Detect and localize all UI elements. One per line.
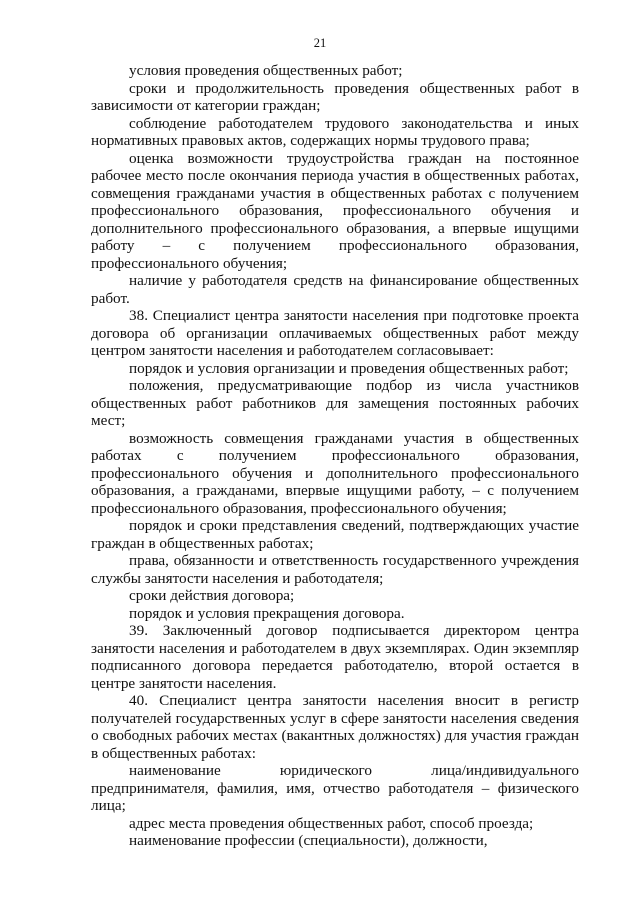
paragraph: наименование профессии (специальности), должности, xyxy=(129,832,488,849)
clause-40: 40. Специалист центра занятости населения вносит в регистр получателей государственных услуг в сфере занятости населения сведения о свободных рабочих местах (вакантных должностях) для участия граждан в общественных работах: xyxy=(91,692,579,762)
paragraph: сроки и продолжительность проведения общественных работ в зависимости от категории граждан; xyxy=(91,79,579,114)
paragraph: наличие у работодателя средств на финансирование общественных работ. xyxy=(91,272,579,307)
paragraph: порядок и условия прекращения договора. xyxy=(129,604,405,622)
document-body xyxy=(91,62,579,850)
paragraph: положения, предусматривающие подбор из числа участников общественных работ работников для замещения постоянных рабочих мест; xyxy=(91,377,579,429)
paragraph: права, обязанности и ответственность государственного учреждения службы занятости населения и работодателя; xyxy=(91,552,579,587)
paragraph: возможность совмещения гражданами участия в общественных работах с получением профессионального образования, профессионального обучения и дополнительного профессионального образования, а гражданами, впервые ищущими работу, – с получением профессионального образования, профессионального обучения; xyxy=(91,429,579,517)
clause-39: 39. Заключенный договор подписывается директором центра занятости населения и работодателем в двух экземплярах. Один экземпляр подписанного договора передается работодателю, второй остается в центре занятости населения. xyxy=(91,622,579,692)
page-number: 21 xyxy=(313,36,327,50)
paragraph: порядок и условия организации и проведения общественных работ; xyxy=(129,359,569,377)
paragraph: наименование юридического лица/индивидуального предпринимателя, фамилия, имя, отчество работодателя – физического лица; xyxy=(91,762,579,814)
paragraph: порядок и сроки представления сведений, подтверждающих участие граждан в общественных работах; xyxy=(91,517,579,552)
paragraph: соблюдение работодателем трудового законодательства и иных нормативных правовых актов, содержащих нормы трудового права; xyxy=(91,114,579,149)
paragraph: оценка возможности трудоустройства граждан на постоянное рабочее место после окончания периода участия в общественных работах, совмещения гражданами участия в общественных работах с получением профессионального образования, профессионального обучения и дополнительного профессионального образования, а впервые ищущими работу – с получением профессионального образования, профессионального обучения; xyxy=(91,149,579,272)
paragraph: условия проведения общественных работ; xyxy=(129,62,403,79)
clause-38: 38. Специалист центра занятости населения при подготовке проекта договора об организации оплачиваемых общественных работ между центром занятости населения и работодателем согласовывает: xyxy=(91,307,579,359)
paragraph: сроки действия договора; xyxy=(129,587,295,604)
paragraph: адрес места проведения общественных работ, способ проезда; xyxy=(129,814,534,832)
